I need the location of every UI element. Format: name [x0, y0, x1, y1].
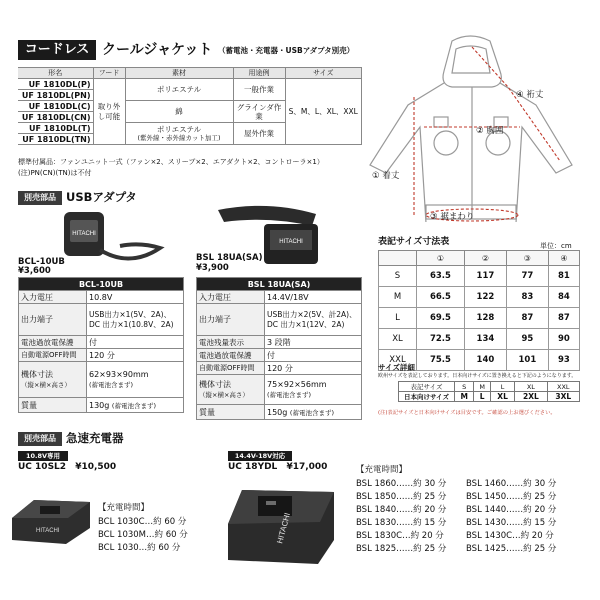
spec-value: [265, 405, 362, 420]
spec-value-sub: (蓄電池含まず): [111, 401, 156, 410]
size-value: 95: [506, 329, 548, 350]
usb-title: USBアダプタ: [66, 190, 137, 204]
size-col-blank: [379, 251, 417, 266]
material-c: 綿: [125, 101, 233, 123]
uc18-charger-image: [222, 474, 342, 569]
size-value: 63.5: [417, 266, 465, 287]
svg-text:HITACHI: HITACHI: [72, 231, 96, 237]
bsl-name: BSL 18UA(SA): [196, 253, 263, 263]
size-col: ①: [417, 251, 465, 266]
spec-value: 14.4V/18V: [265, 291, 362, 304]
model-row: UF 1810DL(CN): [18, 112, 93, 123]
size-value: 87: [506, 308, 548, 329]
use-t: 屋外作業: [233, 123, 285, 145]
size-value: 66.5: [417, 287, 465, 308]
spec-key-sub: （縦×横×高さ）: [21, 380, 71, 389]
spec-key: 電池過放電保護: [19, 336, 87, 349]
uc18-time-right: BSL 1425……約 25 分: [466, 544, 557, 554]
size-label: M: [379, 287, 417, 308]
uc10-time: BCL 1030M…約 60 分: [98, 530, 188, 540]
size-detail-text: 欧州サイズを表記しております。日本向けサイズに置き換えると下記のようになります。: [378, 373, 577, 379]
uc18-heading: [228, 462, 327, 472]
table-row: [379, 287, 580, 308]
size-table-title: 表記サイズ寸法表: [378, 237, 450, 247]
dim-label-3: ③ 裾まわり: [430, 212, 475, 222]
map-listed: M: [474, 382, 491, 392]
material-p: ポリエステル: [125, 79, 233, 101]
bsl-price: ¥3,900: [196, 263, 229, 273]
uc18-price: ¥17,000: [286, 462, 328, 472]
size-value: 72.5: [417, 329, 465, 350]
uc18-time-right: BSL 1430C…約 20 分: [466, 531, 554, 541]
size-label: S: [379, 266, 417, 287]
spec-value-main: 75×92×56mm: [267, 379, 327, 389]
spec-value: USB出力×1(5V、2A)、 DC 出力×1(10.8V、2A): [87, 304, 184, 336]
size-value: 134: [464, 329, 506, 350]
size-table-unit: 単位：cm: [540, 242, 572, 250]
spec-value: 付: [87, 336, 184, 349]
spec-value: USB出力×2(5V、計2A)、 DC 出力×1(12V、2A): [265, 304, 362, 336]
uc10-time: BCL 1030…約 60 分: [98, 543, 181, 553]
uc10-heading: [18, 462, 116, 472]
col-model: 形名: [18, 68, 93, 79]
table-row: [379, 329, 580, 350]
size-col: ④: [548, 251, 579, 266]
uc18-time-right: BSL 1450……約 25 分: [466, 492, 557, 502]
spec-key: 電池過放電保護: [197, 349, 265, 362]
spec-value: 3 段階: [265, 336, 362, 349]
spec-value: [87, 362, 184, 398]
spec-value-sub: (蓄電池含まず): [289, 408, 334, 417]
bcl-spec-header: BCL-10UB: [19, 278, 184, 291]
map-japan: 2XL: [515, 392, 547, 402]
uc18-time-left: BSL 1850……約 25 分: [356, 492, 447, 502]
uc10-time-title: 【充電時間】: [98, 503, 150, 513]
col-size: サイズ: [285, 68, 362, 79]
uc18-time-right: BSL 1460……約 30 分: [466, 479, 557, 489]
dim-label-1: ① 着丈: [372, 171, 400, 181]
dim-label-2: ② 胸囲: [476, 126, 504, 136]
map-listed: S: [455, 382, 474, 392]
map-japan: L: [474, 392, 491, 402]
spec-value: 120 分: [87, 349, 184, 362]
material-t-name: ポリエステル: [156, 124, 202, 134]
size-table: [378, 250, 580, 371]
spec-key: 出力端子: [197, 304, 265, 336]
spec-key-main: 機体寸法: [199, 379, 231, 389]
col-material: 素材: [125, 68, 233, 79]
size-value: 90: [548, 329, 579, 350]
spec-key: 入力電圧: [19, 291, 87, 304]
usb-tag: 別売部品: [18, 191, 62, 205]
spec-value: [87, 398, 184, 413]
uc18-brand: HITACHI: [275, 511, 293, 545]
size-map-table: [398, 381, 580, 402]
size-value: 101: [506, 350, 548, 371]
size-value: 140: [464, 350, 506, 371]
uc10-price: ¥10,500: [75, 462, 117, 472]
map-japan: XL: [490, 392, 514, 402]
size-value: 75.5: [417, 350, 465, 371]
charger-tag: 別売部品: [18, 432, 62, 446]
size-label: XL: [379, 329, 417, 350]
uc10-time: BCL 1030C…約 60 分: [98, 517, 187, 527]
bcl-spec-table: [18, 277, 184, 413]
uc10-brand: HITACHI: [36, 528, 60, 534]
uc18-time-left: BSL 1830C…約 20 分: [356, 531, 444, 541]
size-value: 122: [464, 287, 506, 308]
uc18-time-left: BSL 1840……約 20 分: [356, 505, 447, 515]
use-c: グラインダ作業: [233, 101, 285, 123]
size-value: 81: [548, 266, 579, 287]
uc18-time-left: BSL 1830……約 15 分: [356, 518, 447, 528]
table-row: [379, 308, 580, 329]
spec-key: 自動電源OFF時間: [197, 362, 265, 375]
size-value: 69.5: [417, 308, 465, 329]
size-label: L: [379, 308, 417, 329]
uc10-badge: 10.8V専用: [18, 451, 68, 461]
spec-key-main: 機体寸法: [21, 369, 53, 379]
spec-value: 10.8V: [87, 291, 184, 304]
spec-value-main: 150g: [267, 407, 288, 417]
jacket-outline: [370, 36, 572, 222]
size-col: ③: [506, 251, 548, 266]
material-t: [125, 123, 233, 145]
uc10-name: UC 10SL2: [18, 462, 67, 472]
map-listed: L: [490, 382, 514, 392]
table-row: [379, 266, 580, 287]
size-value: 117: [464, 266, 506, 287]
size-warning: (注)表記サイズと日本向けサイズは目安です。ご確認の上お選びください。: [378, 410, 556, 416]
size-value: 128: [464, 308, 506, 329]
spec-key: 自動電源OFF時間: [19, 349, 87, 362]
map-label: 表記サイズ: [399, 382, 455, 392]
spec-key: [19, 362, 87, 398]
charger-title: 急速充電器: [66, 431, 124, 445]
spec-key: 入力電圧: [197, 291, 265, 304]
svg-text:HITACHI: HITACHI: [279, 239, 303, 245]
sizes-cell: S、M、L、XL、XXL: [285, 79, 362, 145]
spec-key-sub: （縦×横×高さ）: [199, 390, 249, 399]
size-value: 83: [506, 287, 548, 308]
map-listed: XL: [515, 382, 547, 392]
model-row: UF 1810DL(TN): [18, 134, 93, 145]
hood-cell: 取り外し可能: [93, 79, 125, 145]
size-value: 93: [548, 350, 579, 371]
jacket-diagram: [360, 27, 590, 222]
model-row: UF 1810DL(P): [18, 79, 93, 90]
spec-key: 質量: [197, 405, 265, 420]
bcl-adapter-image: [60, 208, 170, 264]
spec-value-main: 130g: [89, 400, 110, 410]
map-japan: M: [455, 392, 474, 402]
uc18-name: UC 18YDL: [228, 462, 278, 472]
spec-key: [197, 375, 265, 405]
size-value: 77: [506, 266, 548, 287]
spec-key: 電池残量表示: [197, 336, 265, 349]
bsl-spec-header: BSL 18UA(SA): [197, 278, 362, 291]
spec-value: 120 分: [265, 362, 362, 375]
size-value: 87: [548, 308, 579, 329]
spec-value: 付: [265, 349, 362, 362]
models-table: [18, 67, 362, 145]
spec-value: [265, 375, 362, 405]
uc18-badge: 14.4V-18V対応: [228, 451, 292, 461]
model-row: UF 1810DL(T): [18, 123, 93, 134]
footnote: (注)PN(CN)(TN)は不付: [18, 169, 92, 177]
dim-label-4: ④ 裄丈: [516, 90, 544, 100]
map-label: 日本向けサイズ: [399, 392, 455, 402]
accessories-note: 標準付属品：ファンユニット一式（ファン×2、スリーブ×2、エアダクト×2、コントローラ×1）: [18, 158, 324, 166]
uc18-time-right: BSL 1430……約 15 分: [466, 518, 557, 528]
bsl-spec-table: [196, 277, 362, 420]
page-title: クールジャケット: [102, 42, 213, 58]
uc18-time-left: BSL 1860……約 30 分: [356, 479, 447, 489]
model-row: UF 1810DL(C): [18, 101, 93, 112]
col-hood: フード: [93, 68, 125, 79]
uc18-time-left: BSL 1825……約 25 分: [356, 544, 447, 554]
spec-value-sub: (蓄電池含まず): [267, 390, 312, 399]
spec-key: 質量: [19, 398, 87, 413]
title-box: コードレス: [18, 40, 96, 60]
bcl-name: BCL-10UB: [18, 257, 65, 267]
size-col: ②: [464, 251, 506, 266]
size-value: 84: [548, 287, 579, 308]
uc18-time-title: 【充電時間】: [356, 465, 408, 475]
col-use: 用途例: [233, 68, 285, 79]
material-t-note: (紫外線・赤外線カット加工): [137, 133, 221, 142]
uc10-charger-image: [6, 488, 96, 548]
spec-value-sub: (蓄電池含まず): [89, 380, 134, 389]
uc18-time-right: BSL 1440……約 20 分: [466, 505, 557, 515]
spec-value-main: 62×93×90mm: [89, 369, 149, 379]
size-label: XXL: [379, 350, 417, 371]
use-p: 一般作業: [233, 79, 285, 101]
bcl-price: ¥3,600: [18, 266, 51, 276]
model-row: UF 1810DL(PN): [18, 90, 93, 101]
title-note: （蓄電池・充電器・USBアダプタ別売）: [218, 46, 355, 55]
map-listed: XXL: [547, 382, 579, 392]
map-japan: 3XL: [547, 392, 579, 402]
spec-key: 出力端子: [19, 304, 87, 336]
size-detail-title: サイズ詳細: [378, 363, 415, 372]
